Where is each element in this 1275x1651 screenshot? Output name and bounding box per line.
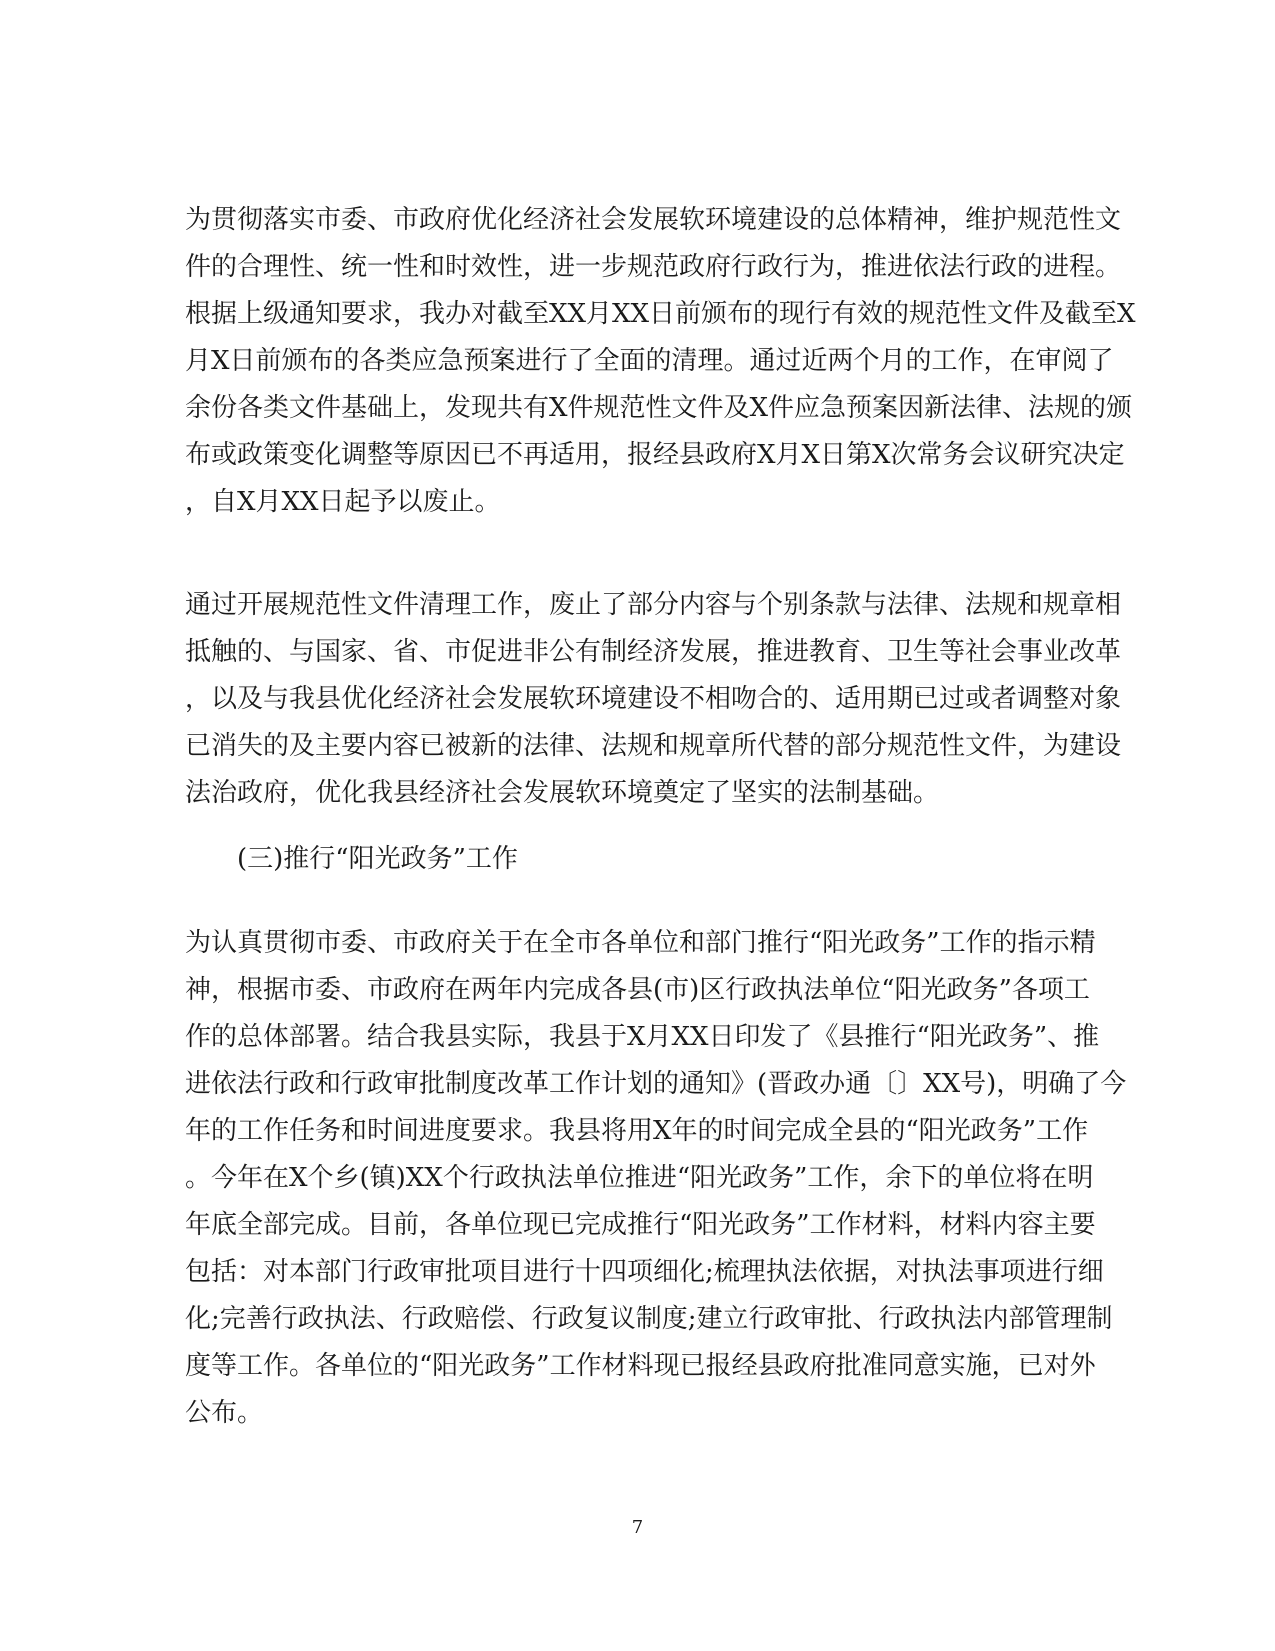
paragraph-1-line: 布或政策变化调整等原因已不再适用，报经县政府X月X日第X次常务会议研究决定: [185, 440, 1125, 470]
paragraph-3-line: 进依法行政和行政审批制度改革工作计划的通知》(晋政办通〔〕XX号)，明确了今: [185, 1069, 1127, 1099]
paragraph-2-line: 抵触的、与国家、省、市促进非公有制经济发展，推进教育、卫生等社会事业改革: [185, 637, 1122, 667]
paragraph-3-line: 公布。: [185, 1398, 264, 1428]
paragraph-2-line: 法治政府，优化我县经济社会发展软环境奠定了坚实的法制基础。: [185, 778, 940, 808]
paragraph-3-line: 。今年在X个乡(镇)XX个行政执法单位推进“阳光政务”工作，余下的单位将在明: [185, 1163, 1094, 1193]
paragraph-1-line: 根据上级通知要求，我办对截至XX月XX日前颁布的现行有效的规范性文件及截至X: [185, 299, 1136, 329]
paragraph-3-line: 年底全部完成。目前，各单位现已完成推行“阳光政务”工作材料，材料内容主要: [185, 1210, 1096, 1240]
paragraph-1-line: 件的合理性、统一性和时效性，进一步规范政府行政行为，推进依法行政的进程。: [185, 252, 1122, 282]
paragraph-3-line: 年的工作任务和时间进度要求。我县将用X年的时间完成全县的“阳光政务”工作: [185, 1116, 1089, 1146]
paragraph-3-line: 作的总体部署。结合我县实际，我县于X月XX日印发了《县推行“阳光政务”、推: [185, 1022, 1100, 1052]
paragraph-2-line: 已消失的及主要内容已被新的法律、法规和规章所代替的部分规范性文件，为建设: [185, 731, 1122, 761]
paragraph-3-line: 化;完善行政执法、行政赔偿、行政复议制度;建立行政审批、行政执法内部管理制: [185, 1304, 1113, 1334]
paragraph-2-line: ，以及与我县优化经济社会发展软环境建设不相吻合的、适用期已过或者调整对象: [185, 684, 1122, 714]
paragraph-2-line: 通过开展规范性文件清理工作，废止了部分内容与个别条款与法律、法规和规章相: [185, 590, 1122, 620]
section-heading: (三)推行“阳光政务”工作: [237, 844, 518, 874]
paragraph-1-line: ，自X月XX日起予以废止。: [185, 487, 501, 517]
paragraph-3-line: 包括：对本部门行政审批项目进行十四项细化;梳理执法依据，对执法事项进行细: [185, 1257, 1104, 1287]
page-number: 7: [631, 1517, 644, 1538]
paragraph-3-line: 神，根据市委、市政府在两年内完成各县(市)区行政执法单位“阳光政务”各项工: [185, 975, 1090, 1005]
paragraph-1-line: 余份各类文件基础上，发现共有X件规范性文件及X件应急预案因新法律、法规的颁: [185, 393, 1133, 423]
paragraph-1-line: 为贯彻落实市委、市政府优化经济社会发展软环境建设的总体精神，维护规范性文: [185, 205, 1122, 235]
paragraph-1-line: 月X日前颁布的各类应急预案进行了全面的清理。通过近两个月的工作，在审阅了: [185, 346, 1114, 376]
paragraph-3-line: 为认真贯彻市委、市政府关于在全市各单位和部门推行“阳光政务”工作的指示精: [185, 928, 1096, 958]
paragraph-3-line: 度等工作。各单位的“阳光政务”工作材料现已报经县政府批准同意实施，已对外: [185, 1351, 1096, 1381]
